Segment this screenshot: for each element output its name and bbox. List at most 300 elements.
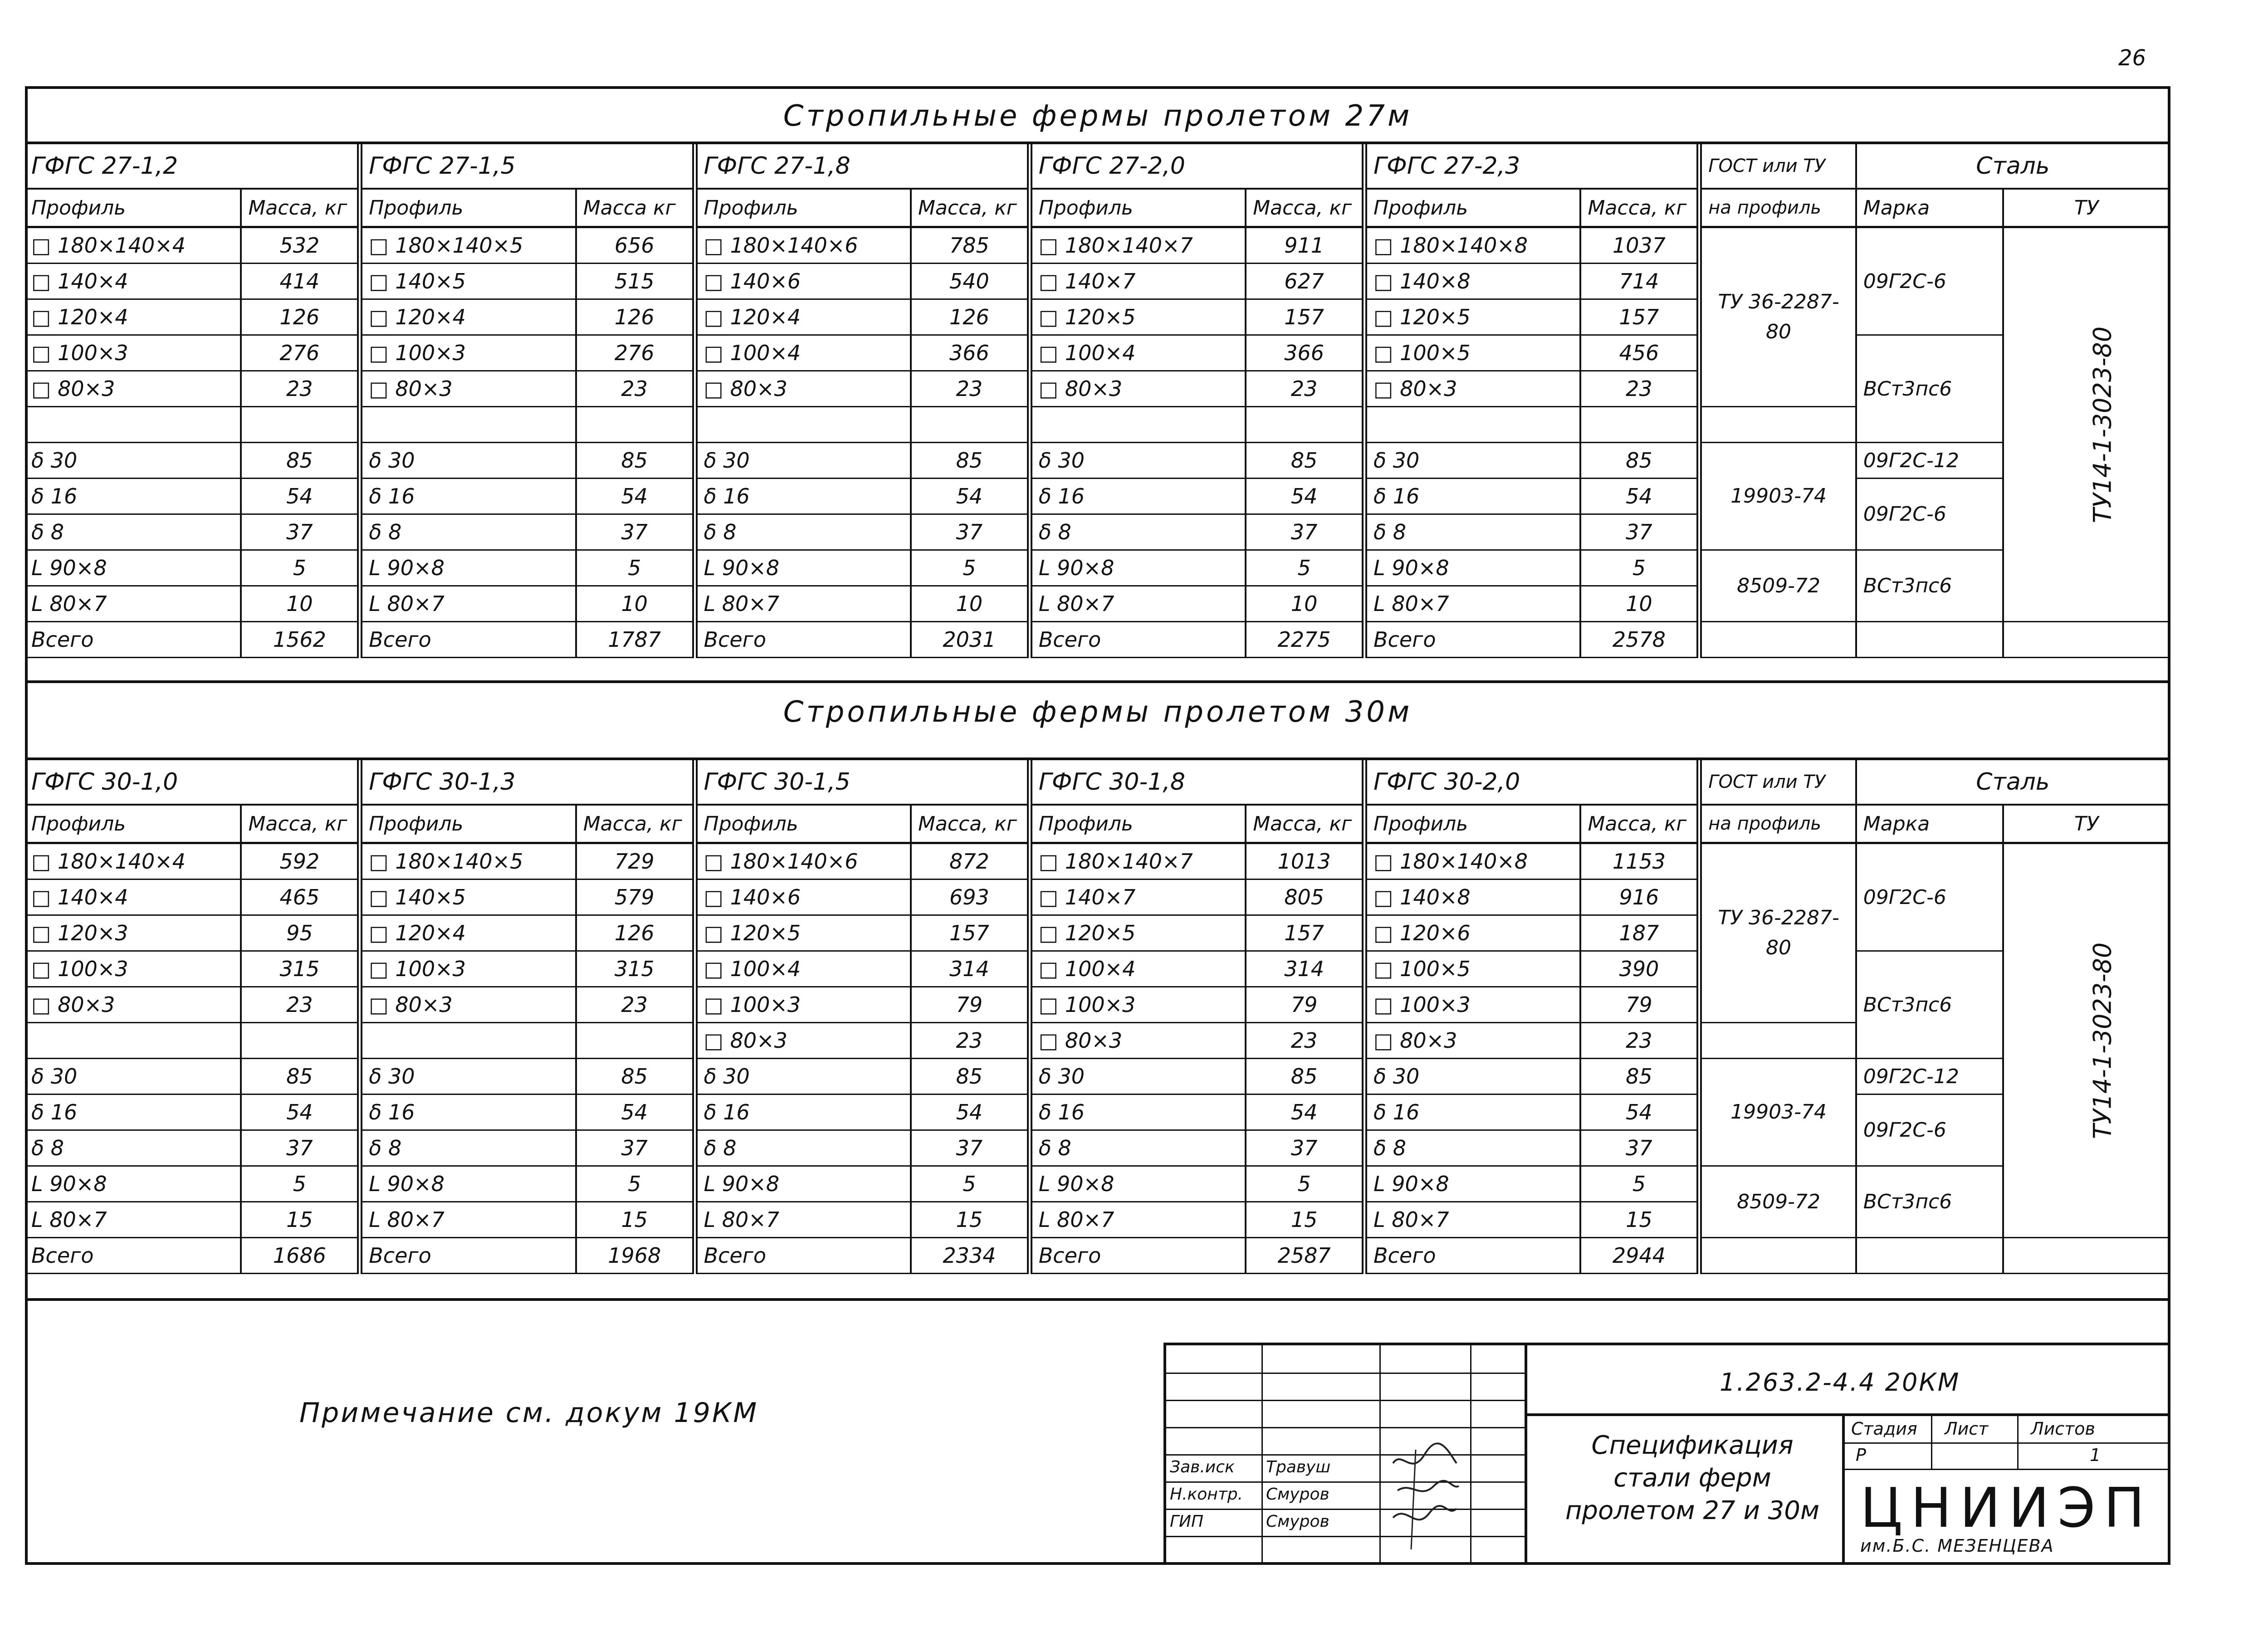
document-title: Спецификация стали ферм пролетом 27 и 30м bbox=[1565, 1431, 1820, 1525]
mass-cell: 5 bbox=[911, 1166, 1030, 1202]
profile-cell: □ 180×140×8 bbox=[1364, 227, 1580, 264]
grade-header: Марка bbox=[1856, 189, 2004, 227]
profile-cell: □ 80×3 bbox=[360, 987, 576, 1023]
mass-cell: 157 bbox=[1580, 299, 1699, 335]
profile-cell: □ 180×140×4 bbox=[25, 227, 241, 264]
staff-name: Смуров bbox=[1266, 1485, 1330, 1504]
mass-cell: 5 bbox=[1580, 1166, 1699, 1202]
mass-cell: 126 bbox=[241, 299, 360, 335]
section-divider bbox=[25, 680, 2170, 683]
mass-cell: 23 bbox=[1246, 371, 1364, 407]
profile-cell: Всего bbox=[695, 622, 911, 658]
profile-cell: □ 100×3 bbox=[360, 951, 576, 987]
mass-header: Масса, кг bbox=[241, 189, 360, 227]
tu-header: ТУ bbox=[2003, 805, 2170, 843]
profile-cell: δ 8 bbox=[1364, 1130, 1580, 1166]
profile-cell: □ 100×3 bbox=[1364, 987, 1580, 1023]
mass-cell: 5 bbox=[576, 550, 695, 586]
mass-cell: 157 bbox=[911, 915, 1030, 951]
gost-cell: 19903-74 bbox=[1699, 1059, 1856, 1166]
mass-cell: 54 bbox=[576, 1094, 695, 1130]
profile-cell: L 80×7 bbox=[695, 586, 911, 622]
mass-cell: 540 bbox=[911, 264, 1030, 299]
profile-cell: □ 100×5 bbox=[1364, 335, 1580, 371]
gost-header: на профиль bbox=[1699, 189, 1856, 227]
profile-cell: □ 80×3 bbox=[1030, 371, 1246, 407]
stage-value: Р bbox=[1856, 1445, 1866, 1465]
profile-cell: □ 100×4 bbox=[695, 335, 911, 371]
profile-cell bbox=[360, 1023, 576, 1059]
mass-cell: 276 bbox=[241, 335, 360, 371]
mass-header: Масса, кг bbox=[911, 805, 1030, 843]
table-row bbox=[25, 407, 2170, 443]
profile-cell: L 80×7 bbox=[1030, 1202, 1246, 1238]
grade-header: Марка bbox=[1856, 805, 2004, 843]
profile-cell: □ 100×3 bbox=[25, 951, 241, 987]
mass-cell: 37 bbox=[241, 514, 360, 550]
tu-header: ТУ bbox=[2003, 189, 2170, 227]
profile-cell: Всего bbox=[360, 1238, 576, 1274]
mass-cell bbox=[911, 407, 1030, 443]
sheets-label: Листов bbox=[2031, 1419, 2095, 1439]
gost-cell bbox=[1699, 1023, 1856, 1059]
profile-cell: □ 180×140×7 bbox=[1030, 843, 1246, 879]
mass-cell: 5 bbox=[1246, 1166, 1364, 1202]
profile-cell: □ 120×4 bbox=[360, 915, 576, 951]
truss-mark: ГФГС 27-1,2 bbox=[25, 144, 360, 189]
mass-cell: 2587 bbox=[1246, 1238, 1364, 1274]
table-row bbox=[25, 622, 2170, 658]
profile-cell: δ 16 bbox=[25, 479, 241, 514]
mass-header: Масса кг bbox=[576, 189, 695, 227]
mass-cell: 314 bbox=[911, 951, 1030, 987]
mass-cell: 315 bbox=[576, 951, 695, 987]
profile-cell: □ 140×4 bbox=[25, 879, 241, 915]
mass-cell: 54 bbox=[1580, 1094, 1699, 1130]
signatures-image bbox=[1384, 1422, 1466, 1559]
mass-cell: 187 bbox=[1580, 915, 1699, 951]
profile-header: Профиль bbox=[25, 805, 241, 843]
profile-cell: □ 180×140×5 bbox=[360, 227, 576, 264]
table-row bbox=[25, 443, 2170, 479]
mass-cell: 23 bbox=[241, 987, 360, 1023]
mass-cell: 693 bbox=[911, 879, 1030, 915]
mass-cell bbox=[241, 1023, 360, 1059]
mass-cell: 456 bbox=[1580, 335, 1699, 371]
profile-cell: □ 80×3 bbox=[1030, 1023, 1246, 1059]
column-header-row bbox=[25, 189, 2170, 227]
profile-cell: L 90×8 bbox=[695, 1166, 911, 1202]
profile-cell: L 80×7 bbox=[25, 1202, 241, 1238]
profile-cell: □ 180×140×6 bbox=[695, 227, 911, 264]
profile-cell: L 80×7 bbox=[1364, 586, 1580, 622]
mass-cell: 79 bbox=[911, 987, 1030, 1023]
profile-header: Профиль bbox=[1030, 189, 1246, 227]
grade-cell: ВСт3пс6 bbox=[1856, 951, 2004, 1059]
steel-header: Сталь bbox=[1856, 760, 2170, 805]
profile-cell: □ 80×3 bbox=[360, 371, 576, 407]
stage-table bbox=[1845, 1416, 2170, 1471]
profile-cell: L 80×7 bbox=[360, 1202, 576, 1238]
mass-cell: 85 bbox=[241, 443, 360, 479]
table-row bbox=[25, 1166, 2170, 1202]
profile-cell: □ 100×5 bbox=[1364, 951, 1580, 987]
profile-cell: δ 16 bbox=[25, 1094, 241, 1130]
grade-cell: 09Г2С-6 bbox=[1856, 479, 2004, 550]
profile-cell bbox=[1030, 407, 1246, 443]
mass-cell: 54 bbox=[911, 1094, 1030, 1130]
profile-cell: Всего bbox=[25, 1238, 241, 1274]
profile-cell: L 80×7 bbox=[695, 1202, 911, 1238]
tu-cell bbox=[2003, 843, 2170, 1238]
tu-cell bbox=[2003, 227, 2170, 622]
profile-cell: □ 80×3 bbox=[25, 987, 241, 1023]
mass-cell: 785 bbox=[911, 227, 1030, 264]
truss-mark: ГФГС 27-1,8 bbox=[695, 144, 1030, 189]
mass-cell: 15 bbox=[241, 1202, 360, 1238]
mass-cell: 15 bbox=[1580, 1202, 1699, 1238]
profile-cell bbox=[360, 407, 576, 443]
grade-cell: 09Г2С-6 bbox=[1856, 1094, 2004, 1166]
truss-mark: ГФГС 27-1,5 bbox=[360, 144, 694, 189]
note-text: Примечание см. докум 19КМ bbox=[299, 1397, 759, 1429]
mass-cell: 23 bbox=[911, 371, 1030, 407]
profile-cell: L 80×7 bbox=[1364, 1202, 1580, 1238]
gost-header: на профиль bbox=[1699, 805, 1856, 843]
section-divider bbox=[25, 1298, 2170, 1301]
mass-cell: 2275 bbox=[1246, 622, 1364, 658]
tu-cell bbox=[2003, 1238, 2170, 1274]
truss-header-row bbox=[25, 144, 2170, 189]
mass-cell: 5 bbox=[1580, 550, 1699, 586]
profile-header: Профиль bbox=[360, 189, 576, 227]
mass-cell: 465 bbox=[241, 879, 360, 915]
tu-vertical-text: ТУ14-1-3023-80 bbox=[2088, 326, 2117, 523]
organization-subtitle: им.Б.С. МЕЗЕНЦЕВА bbox=[1860, 1536, 2054, 1556]
profile-cell: δ 30 bbox=[1030, 1059, 1246, 1094]
profile-cell: □ 120×5 bbox=[1364, 299, 1580, 335]
profile-cell: δ 30 bbox=[25, 1059, 241, 1094]
mass-cell: 5 bbox=[1246, 550, 1364, 586]
profile-cell: □ 80×3 bbox=[1364, 1023, 1580, 1059]
tu-cell bbox=[2003, 622, 2170, 658]
profile-cell: δ 8 bbox=[25, 1130, 241, 1166]
mass-cell: 54 bbox=[241, 1094, 360, 1130]
mass-cell: 532 bbox=[241, 227, 360, 264]
grade-cell: 09Г2С-12 bbox=[1856, 1059, 2004, 1094]
profile-cell: L 90×8 bbox=[1030, 550, 1246, 586]
gost-cell: 8509-72 bbox=[1699, 1166, 1856, 1238]
profile-cell: δ 8 bbox=[1364, 514, 1580, 550]
grade-cell bbox=[1856, 1238, 2004, 1274]
mass-cell: 579 bbox=[576, 879, 695, 915]
mass-cell: 5 bbox=[241, 1166, 360, 1202]
profile-cell: □ 180×140×5 bbox=[360, 843, 576, 879]
profile-cell: δ 16 bbox=[360, 1094, 576, 1130]
sheets-value: 1 bbox=[2090, 1445, 2101, 1465]
profile-header: Профиль bbox=[360, 805, 576, 843]
profile-cell: □ 140×5 bbox=[360, 879, 576, 915]
profile-cell: L 80×7 bbox=[1030, 586, 1246, 622]
profile-cell: δ 8 bbox=[1030, 1130, 1246, 1166]
mass-cell: 805 bbox=[1246, 879, 1364, 915]
mass-cell: 1037 bbox=[1580, 227, 1699, 264]
sheet-label: Лист bbox=[1945, 1419, 1989, 1439]
mass-cell: 85 bbox=[1580, 1059, 1699, 1094]
mass-cell: 5 bbox=[911, 550, 1030, 586]
profile-cell: δ 30 bbox=[360, 443, 576, 479]
mass-cell: 5 bbox=[576, 1166, 695, 1202]
mass-cell: 10 bbox=[576, 586, 695, 622]
mass-cell: 1013 bbox=[1246, 843, 1364, 879]
gost-cell bbox=[1699, 1238, 1856, 1274]
profile-cell: L 90×8 bbox=[25, 1166, 241, 1202]
profile-cell: □ 120×4 bbox=[360, 299, 576, 335]
profile-header: Профиль bbox=[695, 189, 911, 227]
truss-header-row bbox=[25, 760, 2170, 805]
profile-cell: δ 8 bbox=[695, 1130, 911, 1166]
organization-name: ЦНИИЭП bbox=[1860, 1477, 2153, 1540]
profile-header: Профиль bbox=[25, 189, 241, 227]
mass-cell: 95 bbox=[241, 915, 360, 951]
gost-cell: 8509-72 bbox=[1699, 550, 1856, 622]
mass-cell: 157 bbox=[1246, 299, 1364, 335]
mass-header: Масса, кг bbox=[1246, 189, 1364, 227]
truss-mark: ГФГС 30-2,0 bbox=[1364, 760, 1699, 805]
profile-cell: L 80×7 bbox=[360, 586, 576, 622]
mass-cell: 85 bbox=[241, 1059, 360, 1094]
grade-cell: ВСт3пс6 bbox=[1856, 1166, 2004, 1238]
profile-cell: □ 120×5 bbox=[1030, 299, 1246, 335]
profile-cell: □ 80×3 bbox=[25, 371, 241, 407]
profile-cell: □ 100×4 bbox=[1030, 335, 1246, 371]
mass-cell: 54 bbox=[576, 479, 695, 514]
profile-cell: □ 80×3 bbox=[1364, 371, 1580, 407]
mass-cell: 23 bbox=[1246, 1023, 1364, 1059]
profile-cell: □ 80×3 bbox=[695, 371, 911, 407]
mass-cell: 315 bbox=[241, 951, 360, 987]
mass-cell: 414 bbox=[241, 264, 360, 299]
mass-cell: 126 bbox=[576, 915, 695, 951]
mass-cell bbox=[1580, 407, 1699, 443]
truss-mark: ГФГС 27-2,0 bbox=[1030, 144, 1364, 189]
mass-cell: 37 bbox=[911, 514, 1030, 550]
mass-cell: 157 bbox=[1246, 915, 1364, 951]
mass-cell: 1968 bbox=[576, 1238, 695, 1274]
profile-cell: L 90×8 bbox=[25, 550, 241, 586]
profile-cell: □ 180×140×7 bbox=[1030, 227, 1246, 264]
mass-cell: 10 bbox=[1580, 586, 1699, 622]
grade-cell: 09Г2С-6 bbox=[1856, 227, 2004, 335]
mass-cell: 54 bbox=[1580, 479, 1699, 514]
profile-cell: □ 140×8 bbox=[1364, 264, 1580, 299]
mass-cell: 23 bbox=[241, 371, 360, 407]
profile-cell: Всего bbox=[1030, 1238, 1246, 1274]
mass-cell: 54 bbox=[911, 479, 1030, 514]
grade-cell: ВСт3пс6 bbox=[1856, 550, 2004, 622]
profile-cell: Всего bbox=[1030, 622, 1246, 658]
mass-cell: 23 bbox=[576, 987, 695, 1023]
mass-cell: 1686 bbox=[241, 1238, 360, 1274]
mass-cell: 85 bbox=[1246, 443, 1364, 479]
gost-header: ГОСТ или ТУ bbox=[1699, 144, 1856, 189]
gost-cell bbox=[1699, 407, 1856, 443]
profile-cell: δ 16 bbox=[1364, 1094, 1580, 1130]
truss-mark: ГФГС 30-1,3 bbox=[360, 760, 694, 805]
document-code: 1.263.2-4.4 20КМ bbox=[1720, 1368, 1960, 1397]
spec-table-30m bbox=[25, 760, 2170, 1274]
steel-header: Сталь bbox=[1856, 144, 2170, 189]
mass-header: Масса, кг bbox=[576, 805, 695, 843]
profile-cell: δ 30 bbox=[360, 1059, 576, 1094]
mass-cell: 714 bbox=[1580, 264, 1699, 299]
profile-cell: □ 140×6 bbox=[695, 264, 911, 299]
mass-cell: 37 bbox=[911, 1130, 1030, 1166]
profile-cell bbox=[25, 407, 241, 443]
mass-header: Масса, кг bbox=[1246, 805, 1364, 843]
profile-cell: δ 30 bbox=[1364, 1059, 1580, 1094]
profile-cell: δ 8 bbox=[695, 514, 911, 550]
title-block bbox=[1163, 1343, 2170, 1565]
mass-header: Масса, кг bbox=[911, 189, 1030, 227]
mass-cell: 627 bbox=[1246, 264, 1364, 299]
grade-cell: ВСт3пс6 bbox=[1856, 335, 2004, 443]
mass-cell: 23 bbox=[1580, 1023, 1699, 1059]
mass-cell: 54 bbox=[241, 479, 360, 514]
mass-cell: 276 bbox=[576, 335, 695, 371]
mass-cell: 2334 bbox=[911, 1238, 1030, 1274]
mass-cell: 79 bbox=[1246, 987, 1364, 1023]
mass-cell: 126 bbox=[911, 299, 1030, 335]
mass-cell: 10 bbox=[241, 586, 360, 622]
table-row bbox=[25, 227, 2170, 264]
mass-cell: 37 bbox=[241, 1130, 360, 1166]
grade-cell bbox=[1856, 622, 2004, 658]
page-number: 26 bbox=[2118, 45, 2146, 71]
profile-cell: □ 140×8 bbox=[1364, 879, 1580, 915]
profile-cell: δ 16 bbox=[360, 479, 576, 514]
mass-cell bbox=[241, 407, 360, 443]
staff-name: Смуров bbox=[1266, 1512, 1330, 1531]
profile-cell: Всего bbox=[695, 1238, 911, 1274]
profile-cell: δ 30 bbox=[1364, 443, 1580, 479]
profile-header: Профиль bbox=[1364, 189, 1580, 227]
profile-cell: δ 16 bbox=[695, 1094, 911, 1130]
profile-cell: □ 140×6 bbox=[695, 879, 911, 915]
table-row bbox=[25, 1238, 2170, 1274]
mass-cell: 54 bbox=[1246, 1094, 1364, 1130]
approval-grid bbox=[1166, 1345, 1527, 1562]
mass-cell: 126 bbox=[576, 299, 695, 335]
tu-vertical-text: ТУ14-1-3023-80 bbox=[2088, 942, 2117, 1139]
mass-cell: 23 bbox=[1580, 371, 1699, 407]
mass-cell: 85 bbox=[1246, 1059, 1364, 1094]
mass-cell: 23 bbox=[576, 371, 695, 407]
mass-cell: 5 bbox=[241, 550, 360, 586]
profile-header: Профиль bbox=[695, 805, 911, 843]
profile-cell: □ 140×4 bbox=[25, 264, 241, 299]
profile-cell: L 90×8 bbox=[1364, 1166, 1580, 1202]
mass-cell: 10 bbox=[1246, 586, 1364, 622]
gost-cell: ТУ 36-2287-80 bbox=[1699, 227, 1856, 407]
mass-cell: 37 bbox=[576, 514, 695, 550]
profile-cell: L 90×8 bbox=[695, 550, 911, 586]
profile-cell: L 90×8 bbox=[360, 1166, 576, 1202]
profile-cell: L 90×8 bbox=[1364, 550, 1580, 586]
mass-cell: 366 bbox=[911, 335, 1030, 371]
mass-cell bbox=[1246, 407, 1364, 443]
profile-cell: L 90×8 bbox=[360, 550, 576, 586]
profile-cell: □ 100×4 bbox=[1030, 951, 1246, 987]
profile-cell: δ 16 bbox=[1030, 479, 1246, 514]
mass-cell: 85 bbox=[576, 1059, 695, 1094]
stage-label: Стадия bbox=[1851, 1419, 1917, 1439]
mass-cell: 2944 bbox=[1580, 1238, 1699, 1274]
profile-cell bbox=[1364, 407, 1580, 443]
mass-cell: 37 bbox=[1246, 514, 1364, 550]
truss-mark: ГФГС 30-1,5 bbox=[695, 760, 1030, 805]
profile-cell: Всего bbox=[360, 622, 576, 658]
profile-cell: □ 80×3 bbox=[695, 1023, 911, 1059]
profile-cell: □ 140×5 bbox=[360, 264, 576, 299]
mass-cell: 23 bbox=[911, 1023, 1030, 1059]
section-title-30m: Стропильные фермы пролетом 30м bbox=[783, 695, 1413, 729]
table-row bbox=[25, 550, 2170, 586]
profile-cell: □ 180×140×4 bbox=[25, 843, 241, 879]
profile-cell: □ 180×140×8 bbox=[1364, 843, 1580, 879]
profile-cell bbox=[695, 407, 911, 443]
profile-cell: L 80×7 bbox=[25, 586, 241, 622]
grade-cell: 09Г2С-12 bbox=[1856, 443, 2004, 479]
mass-header: Масса, кг bbox=[241, 805, 360, 843]
mass-cell: 85 bbox=[911, 1059, 1030, 1094]
mass-cell: 314 bbox=[1246, 951, 1364, 987]
profile-header: Профиль bbox=[1030, 805, 1246, 843]
profile-cell: Всего bbox=[25, 622, 241, 658]
mass-cell bbox=[576, 1023, 695, 1059]
mass-cell: 1153 bbox=[1580, 843, 1699, 879]
mass-cell: 37 bbox=[576, 1130, 695, 1166]
mass-cell: 592 bbox=[241, 843, 360, 879]
mass-cell: 54 bbox=[1246, 479, 1364, 514]
mass-cell: 916 bbox=[1580, 879, 1699, 915]
profile-cell: δ 16 bbox=[1030, 1094, 1246, 1130]
truss-mark: ГФГС 27-2,3 bbox=[1364, 144, 1699, 189]
profile-cell: □ 100×3 bbox=[360, 335, 576, 371]
profile-cell: □ 120×5 bbox=[1030, 915, 1246, 951]
profile-cell: □ 100×3 bbox=[695, 987, 911, 1023]
profile-header: Профиль bbox=[1364, 805, 1580, 843]
profile-cell: Всего bbox=[1364, 622, 1580, 658]
mass-cell: 79 bbox=[1580, 987, 1699, 1023]
profile-cell: δ 8 bbox=[360, 514, 576, 550]
mass-cell: 85 bbox=[1580, 443, 1699, 479]
mass-cell: 15 bbox=[576, 1202, 695, 1238]
profile-cell: δ 30 bbox=[695, 443, 911, 479]
column-header-row bbox=[25, 805, 2170, 843]
profile-cell bbox=[25, 1023, 241, 1059]
table-row bbox=[25, 1023, 2170, 1059]
profile-cell: □ 120×4 bbox=[25, 299, 241, 335]
staff-role: ГИП bbox=[1170, 1512, 1204, 1531]
truss-mark: ГФГС 30-1,8 bbox=[1030, 760, 1364, 805]
mass-cell: 1562 bbox=[241, 622, 360, 658]
mass-cell: 15 bbox=[1246, 1202, 1364, 1238]
profile-cell: □ 120×4 bbox=[695, 299, 911, 335]
staff-role: Н.контр. bbox=[1170, 1485, 1243, 1504]
mass-cell: 872 bbox=[911, 843, 1030, 879]
profile-cell: □ 140×7 bbox=[1030, 264, 1246, 299]
